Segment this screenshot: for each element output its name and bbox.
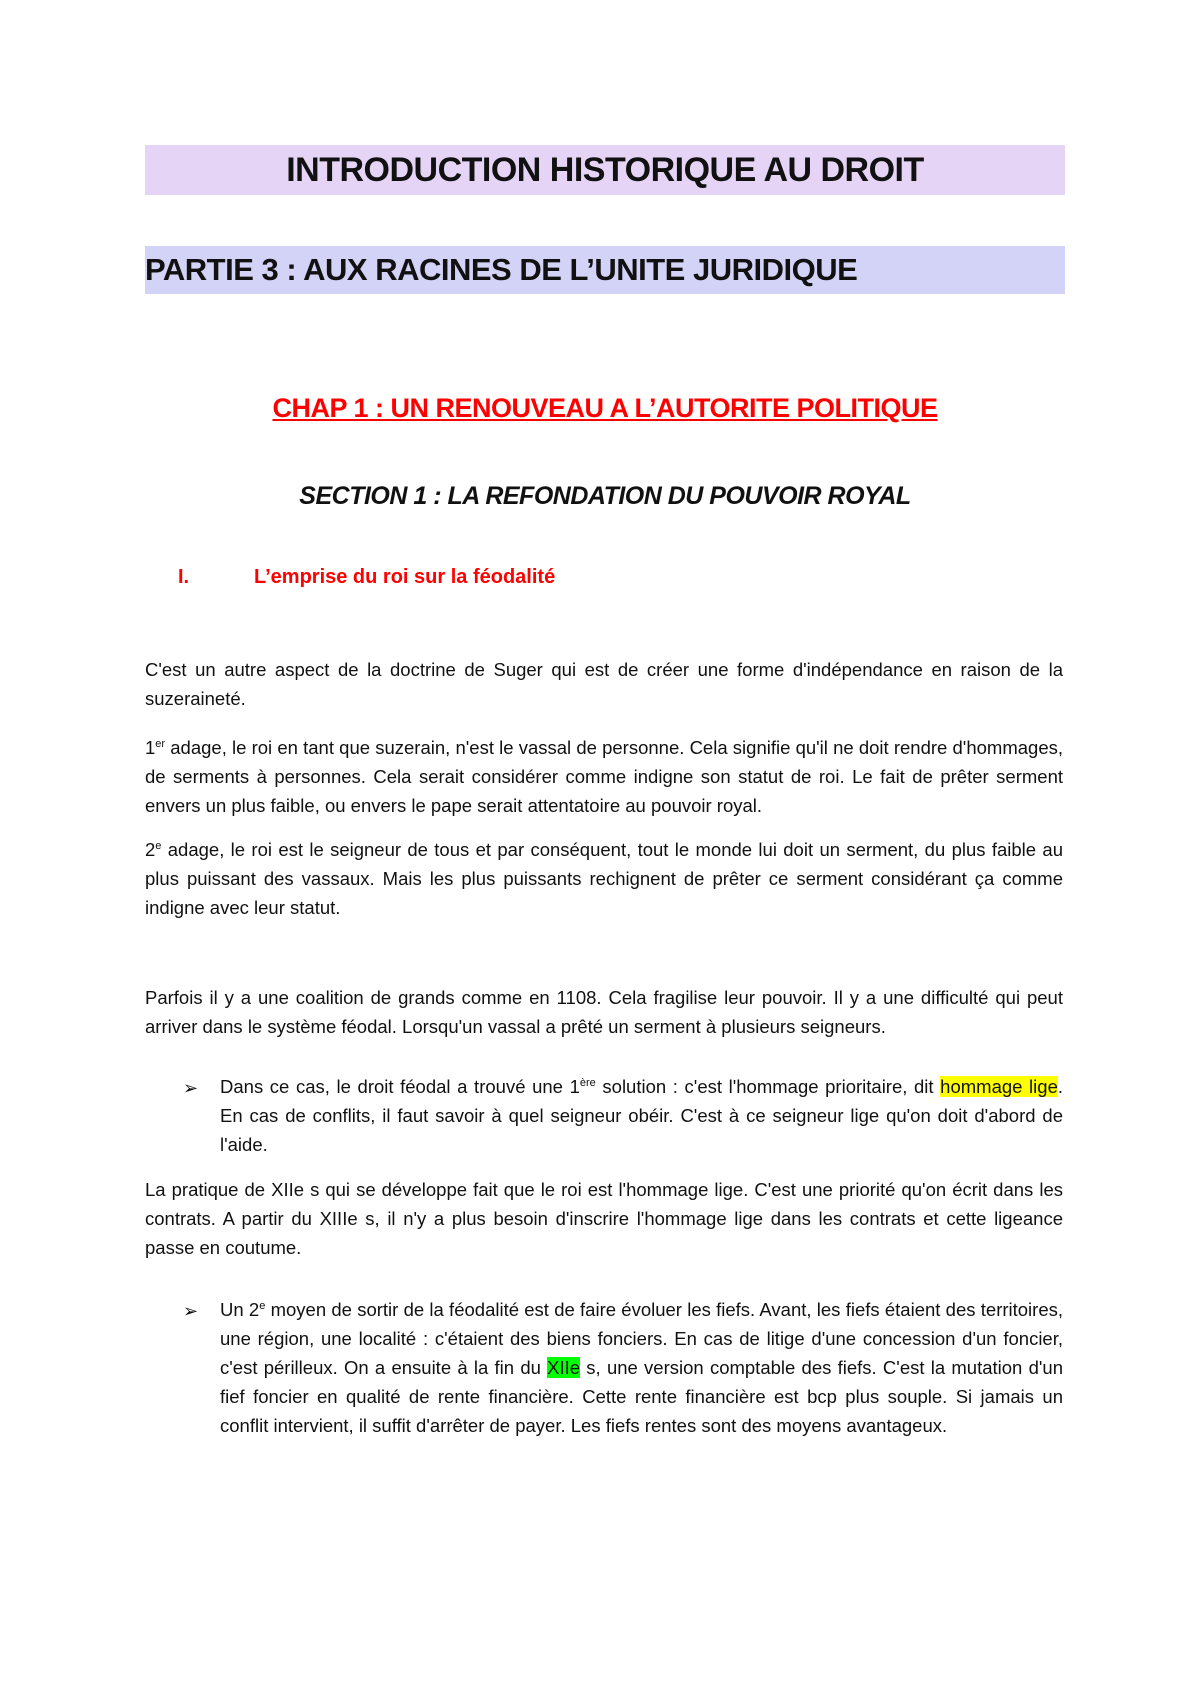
bullet-text: s, une version comptable des fiefs. C'est la mutation d'un fief foncier en qualité de rente financière. Cette rente financière est bcp plus souple. Si jamais un conflit intervient, il suffit d'arrêter de payer. Les fiefs rentes sont des moyens avantageux.	[220, 1357, 1063, 1436]
paragraph-4: Parfois il y a une coalition de grands comme en 1108. Cela fragilise leur pouvoir. Il y a une difficulté qui peut arriver dans le système féodal. Lorsqu'un vassal a prêté un serment à plusieurs seigneurs.	[145, 987, 1063, 1037]
ordinal-suffix: e	[259, 1299, 266, 1312]
bullet-text: solution : c'est l'hommage prioritaire, dit	[595, 1076, 941, 1097]
bullet-text: Un 2	[220, 1299, 260, 1320]
bullet-item-1	[220, 1072, 1063, 1159]
paragraph-1: C'est un autre aspect de la doctrine de Suger qui est de créer une forme d'indépendance en raison de la suzeraineté.	[145, 659, 1063, 709]
bullet-item-2	[220, 1295, 1063, 1440]
document-title: INTRODUCTION HISTORIQUE AU DROIT	[145, 145, 1065, 195]
paragraph-2	[145, 733, 1063, 820]
bullet-arrow-icon: ➢	[183, 1078, 199, 1098]
section-heading: SECTION 1 : LA REFONDATION DU POUVOIR ROYAL	[299, 482, 911, 510]
highlighted-term: hommage lige	[940, 1076, 1058, 1097]
paragraph-text: adage, le roi est le seigneur de tous et par conséquent, tout le monde lui doit un serment, du plus faible au plus puissant des vassaux. Mais les plus puissants rechignent de prêter ce serment considérant ça comme indigne avec leur statut.	[145, 839, 1063, 918]
ordinal-number: 2	[145, 839, 156, 860]
ordinal-suffix: e	[155, 839, 162, 852]
chapter-heading: CHAP 1 : UN RENOUVEAU A L’AUTORITE POLITIQUE	[272, 393, 938, 423]
ordinal-suffix: ère	[579, 1076, 596, 1089]
ordinal-suffix: er	[155, 737, 166, 750]
paragraph-5: La pratique de XIIe s qui se développe fait que le roi est l'hommage lige. C'est une priorité qu'on écrit dans les contrats. A partir du XIIIe s, il n'y a plus besoin d'inscrire l'hommage lige dans les contrats et cette ligeance passe en coutume.	[145, 1179, 1063, 1258]
paragraph-text: adage, le roi en tant que suzerain, n'est le vassal de personne. Cela signifie qu'il ne doit rendre d'hommages, de serments à personnes. Cela serait considérer comme indigne son statut de roi. Le fait de prêter serment envers un plus faible, ou envers le pape serait attentatoire au pouvoir royal.	[145, 737, 1063, 816]
part-heading: PARTIE 3 : AUX RACINES DE L’UNITE JURIDIQUE	[145, 246, 1065, 294]
paragraph-3	[145, 835, 1063, 922]
bullet-text: Dans ce cas, le droit féodal a trouvé une 1	[220, 1076, 580, 1097]
subheading-number: I.	[178, 566, 190, 588]
bullet-arrow-icon: ➢	[183, 1301, 199, 1321]
subheading-1	[178, 566, 555, 589]
ordinal-number: 1	[145, 737, 156, 758]
highlighted-term: XIIe	[547, 1357, 581, 1378]
bullet-text: moyen de sortir de la féodalité est de faire évoluer les fiefs. Avant, les fiefs étaient des territoires, une région, une localité : c'étaient des biens fonciers. En cas de litige d'une concession d'un foncier, c'est périlleux. On a ensuite à la fin du	[220, 1299, 1064, 1378]
subheading-text: L’emprise du roi sur la féodalité	[254, 566, 556, 588]
bullet-text: . En cas de conflits, il faut savoir à quel seigneur obéir. C'est à ce seigneur lige qu'on doit d'abord de l'aide.	[220, 1076, 1063, 1155]
